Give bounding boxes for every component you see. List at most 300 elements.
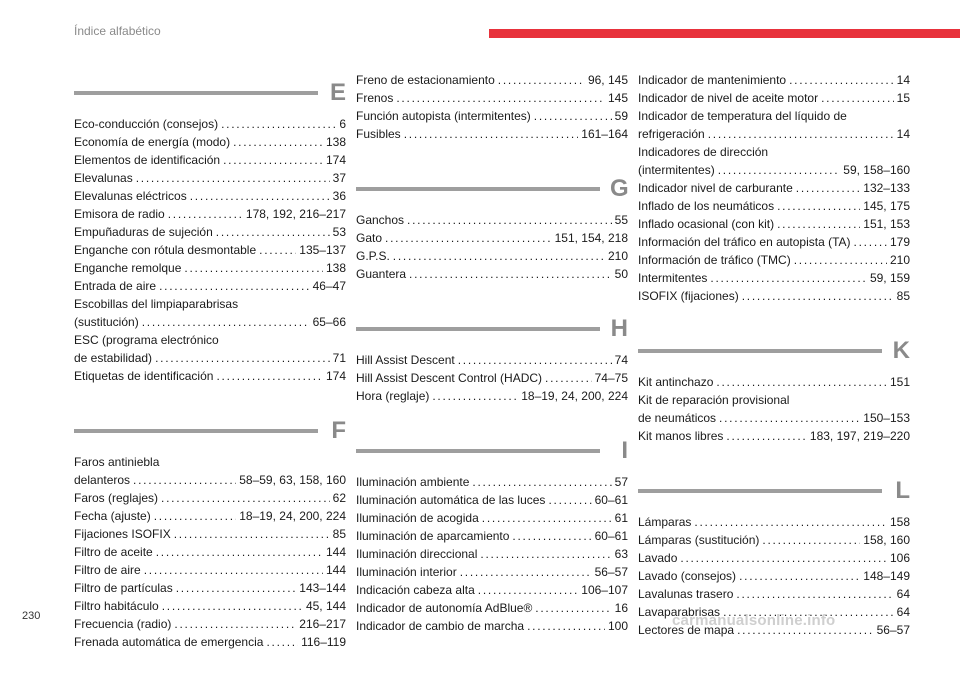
leader-dots [716,373,887,391]
entry-term: Filtro de aire [74,563,141,577]
entry-pages: 50 [614,267,628,281]
entry-term: Lavalunas trasero [638,587,734,601]
entry-line [74,543,346,561]
entry-term: Iluminación ambiente [356,475,470,489]
index-entry [638,391,910,427]
entry-term: ISOFIX (fijaciones) [638,289,739,303]
leader-dots [458,351,612,369]
entry-pages: 145 [607,91,628,105]
entry-pages: 62 [332,491,346,505]
entry-term: Enganche remolque [74,261,182,275]
index-section [356,171,628,283]
entry-term: Entrada de aire [74,279,157,293]
entry-term: delanteros [74,473,131,487]
index-entry [74,277,346,295]
entry-line [74,223,346,241]
entry-line [638,549,910,567]
leader-dots [432,387,518,405]
entry-term: Faros (reglajes) [74,491,159,505]
entry-line [356,265,628,283]
entry-line [74,349,346,367]
section-divider [638,349,882,353]
index-entry [356,125,628,143]
entry-term: Economía de energía (modo) [74,135,231,149]
index-entry [356,229,628,247]
index-entry [638,287,910,305]
entry-line [356,545,628,563]
leader-dots [789,71,894,89]
entry-pages: 59 [614,109,628,123]
index-entry [74,187,346,205]
entry-pages: 59, 158–160 [843,163,910,177]
index-entry [638,269,910,287]
index-entry [356,617,628,635]
section-divider [356,449,600,453]
entry-line [74,259,346,277]
entry-line [74,367,346,385]
entry-pages: 138 [325,261,346,275]
entry-line [74,241,346,259]
entry-pages: 37 [332,171,346,185]
entry-term: Fusibles [356,127,401,141]
entry-line-continued [74,295,346,313]
entry-line [74,507,346,525]
entry-line [638,71,910,89]
leader-dots [718,161,841,179]
entry-pages: 210 [607,249,628,263]
leader-dots [223,151,323,169]
entry-term: Fecha (ajuste) [74,509,151,523]
leader-dots [777,197,860,215]
entry-line [74,597,346,615]
index-entry [74,507,346,525]
entry-term: Filtro de partículas [74,581,173,595]
entry-line [74,205,346,223]
entry-term: Iluminación de aparcamiento [356,529,510,543]
index-entry [638,89,910,107]
entry-line [356,107,628,125]
leader-dots [472,473,611,491]
entry-pages: 148–149 [863,569,910,583]
leader-dots [407,211,612,229]
entry-pages: 58–59, 63, 158, 160 [239,473,346,487]
entry-term: Fijaciones ISOFIX [74,527,171,541]
section-divider [74,91,318,95]
entry-line [638,585,910,603]
index-section [356,71,628,143]
page-number: 230 [22,610,41,622]
index-section [356,433,628,635]
entry-line [74,489,346,507]
entry-term: Etiquetas de identificación [74,369,214,383]
entry-line [638,179,910,197]
entry-line [356,581,628,599]
leader-dots [726,427,807,445]
entry-line [74,313,346,331]
leader-dots [216,367,323,385]
leader-dots [393,247,605,265]
entry-pages: 61 [614,511,628,525]
leader-dots [482,509,612,527]
index-entry [356,265,628,283]
entry-line [356,617,628,635]
leader-dots [259,241,296,259]
entry-term: Inflado ocasional (con kit) [638,217,775,231]
entry-term: Iluminación de acogida [356,511,479,525]
entry-pages: 135–137 [299,243,346,257]
index-entry [74,223,346,241]
entry-pages: 14 [896,127,910,141]
entry-pages: 174 [325,153,346,167]
section-header [638,333,910,369]
entry-line [74,561,346,579]
leader-dots [154,507,237,525]
section-letter: G [610,175,629,202]
leader-dots [512,527,591,545]
index-entry [74,367,346,385]
entry-pages: 132–133 [863,181,910,195]
entry-line [638,269,910,287]
entry-term: refrigeración [638,127,705,141]
index-section [638,71,910,305]
entry-line [638,427,910,445]
section-letter: F [331,417,346,444]
index-entry [638,179,910,197]
entry-line [638,531,910,549]
entry-term: Lavaparabrisas [638,605,721,619]
entry-pages: 178, 192, 216–217 [245,207,346,221]
index-section [356,311,628,405]
index-entry [74,331,346,367]
entry-pages: 63 [614,547,628,561]
leader-dots [777,215,860,233]
entry-term: Iluminación interior [356,565,457,579]
entry-line [356,387,628,405]
index-entry [74,259,346,277]
leader-dots [478,581,579,599]
section-divider [356,187,600,191]
index-entry [74,295,346,331]
index-entry [638,197,910,215]
leader-dots [480,545,611,563]
entry-term: Kit manos libres [638,429,724,443]
entry-term: de neumáticos [638,411,717,425]
leader-dots [736,585,893,603]
entry-pages: 183, 197, 219–220 [809,429,910,443]
index-entry [356,545,628,563]
index-entry [74,633,346,651]
entry-line [638,251,910,269]
leader-dots [385,229,552,247]
entry-term: Kit antinchazo [638,375,714,389]
entry-line [638,89,910,107]
index-entry [356,473,628,491]
index-entry [638,143,910,179]
index-entry [638,233,910,251]
entry-pages: 174 [325,369,346,383]
entry-line [356,491,628,509]
index-entry [638,585,910,603]
entry-line [74,633,346,651]
entry-pages: 144 [325,563,346,577]
leader-dots [155,349,330,367]
entry-term: Kit de reparación provisional [638,393,790,407]
entry-term: ESC (programa electrónico [74,333,219,347]
entry-pages: 55 [614,213,628,227]
index-entry [74,115,346,133]
entry-term: Freno de estacionamiento [356,73,495,87]
leader-dots [221,115,336,133]
section-letter: K [892,337,910,364]
index-entry [638,71,910,89]
entry-term: Elevalunas eléctricos [74,189,187,203]
entry-line [638,567,910,585]
entry-term: Hill Assist Descent [356,353,455,367]
section-header [74,75,346,111]
leader-dots [719,409,860,427]
leader-dots [176,579,297,597]
section-divider [356,327,600,331]
entry-term: Lavado [638,551,678,565]
entry-pages: 85 [896,289,910,303]
entry-pages: 161–164 [581,127,628,141]
entry-pages: 53 [332,225,346,239]
entry-term: Gato [356,231,383,245]
entry-term: Inflado de los neumáticos [638,199,775,213]
leader-dots [545,369,592,387]
section-divider [638,489,882,493]
entry-line [638,287,910,305]
entry-pages: 71 [332,351,346,365]
index-entry [638,531,910,549]
leader-dots [498,71,585,89]
section-header [356,171,628,207]
index-entry [356,247,628,265]
entry-line [638,233,910,251]
entry-pages: 158, 160 [863,533,910,547]
header-title: Índice alfabético [74,24,161,38]
entry-pages: 145, 175 [863,199,910,213]
entry-term: Elementos de identificación [74,153,221,167]
index-entry [356,581,628,599]
leader-dots [742,287,894,305]
entry-term: Frenada automática de emergencia [74,635,264,649]
entry-line [356,229,628,247]
entry-line [638,215,910,233]
leader-dots [144,561,323,579]
entry-pages: 57 [614,475,628,489]
leader-dots [162,597,303,615]
entry-term: (sustitución) [74,315,139,329]
entry-term: Frecuencia (radio) [74,617,172,631]
leader-dots [174,525,330,543]
index-entry [638,513,910,531]
index-entry [74,205,346,223]
entry-term: Emisora de radio [74,207,165,221]
entry-pages: 96, 145 [587,73,628,87]
entry-pages: 16 [614,601,628,615]
entry-term: Empuñaduras de sujeción [74,225,213,239]
entry-pages: 210 [889,253,910,267]
leader-dots [409,265,612,283]
section-letter: E [329,79,346,106]
leader-dots [159,277,310,295]
index-entry [74,151,346,169]
entry-line [638,125,910,143]
leader-dots [796,179,861,197]
leader-dots [854,233,887,251]
leader-dots [534,107,612,125]
index-entry [74,489,346,507]
leader-dots [527,617,605,635]
index-entry [638,251,910,269]
entry-term: Lámparas [638,515,692,529]
entry-term: Indicador nivel de carburante [638,181,793,195]
entry-pages: 179 [889,235,910,249]
index-entry [74,597,346,615]
entry-pages: 151 [889,375,910,389]
index-entry [356,211,628,229]
entry-line-continued [74,331,346,349]
entry-line [356,509,628,527]
entry-pages: 150–153 [863,411,910,425]
entry-pages: 60–61 [594,493,628,507]
section-letter: H [610,315,628,342]
entry-pages: 36 [332,189,346,203]
entry-pages: 100 [607,619,628,633]
leader-dots [142,313,310,331]
index-entry [356,599,628,617]
leader-dots [821,89,894,107]
entry-line [356,599,628,617]
section-divider [74,429,318,433]
entry-line [356,351,628,369]
entry-line [356,247,628,265]
entry-line-continued [638,143,910,161]
entry-line [356,211,628,229]
entry-term: Eco-conducción (consejos) [74,117,219,131]
entry-line [356,89,628,107]
index-entry [356,527,628,545]
section-letter: L [895,477,910,504]
entry-term: Hill Assist Descent Control (HADC) [356,371,543,385]
leader-dots [762,531,860,549]
leader-dots [216,223,330,241]
entry-term: Lavado (consejos) [638,569,737,583]
index-section [638,333,910,445]
entry-line [356,527,628,545]
leader-dots [404,125,579,143]
leader-dots [535,599,611,617]
index-entry [356,563,628,581]
entry-pages: 158 [889,515,910,529]
leader-dots [739,567,860,585]
index-entry [74,561,346,579]
index-entry [74,241,346,259]
index-entry [74,133,346,151]
index-section [74,413,346,651]
entry-line [74,277,346,295]
entry-pages: 56–57 [876,623,910,637]
entry-term: Iluminación direccional [356,547,478,561]
entry-pages: 74–75 [594,371,628,385]
entry-pages: 59, 159 [869,271,910,285]
leader-dots [174,615,296,633]
entry-pages: 116–119 [301,635,346,649]
index-entry [356,351,628,369]
entry-pages: 65–66 [312,315,346,329]
entry-term: Indicador de nivel de aceite motor [638,91,819,105]
entry-term: Elevalunas [74,171,133,185]
index-column-2 [356,71,628,663]
section-header [638,473,910,509]
entry-term: Indicadores de dirección [638,145,769,159]
entry-pages: 64 [896,605,910,619]
index-entry [356,509,628,527]
leader-dots [184,259,323,277]
entry-term: Intermitentes [638,271,708,285]
entry-term: Información de tráfico (TMC) [638,253,791,267]
leader-dots [266,633,298,651]
entry-pages: 216–217 [299,617,346,631]
index-column-1 [74,75,346,679]
section-header [356,433,628,469]
index-entry [356,369,628,387]
leader-dots [708,125,894,143]
index-entry [74,453,346,489]
entry-line [638,513,910,531]
entry-line [356,71,628,89]
leader-dots [133,471,236,489]
entry-line [638,373,910,391]
entry-pages: 106–107 [581,583,628,597]
leader-dots [396,89,605,107]
entry-line-continued [638,107,910,125]
entry-pages: 143–144 [299,581,346,595]
entry-term: Enganche con rótula desmontable [74,243,257,257]
entry-term: Iluminación automática de las luces [356,493,546,507]
entry-term: Filtro de aceite [74,545,153,559]
entry-pages: 85 [332,527,346,541]
entry-line-continued [74,453,346,471]
entry-pages: 18–19, 24, 200, 224 [239,509,346,523]
leader-dots [161,489,330,507]
entry-term: Escobillas del limpiaparabrisas [74,297,239,311]
leader-dots [794,251,887,269]
entry-line [74,615,346,633]
watermark: carmanualsonline.info [672,612,836,629]
entry-term: Hora (reglaje) [356,389,430,403]
section-header [356,311,628,347]
index-entry [356,89,628,107]
entry-pages: 56–57 [594,565,628,579]
entry-line [638,197,910,215]
leader-dots [136,169,330,187]
index-entry [356,107,628,125]
entry-pages: 15 [896,91,910,105]
index-entry [356,387,628,405]
leader-dots [710,269,867,287]
entry-term: Ganchos [356,213,405,227]
entry-line-continued [638,391,910,409]
index-entry [74,615,346,633]
entry-line [74,579,346,597]
entry-term: Información del tráfico en autopista (TA) [638,235,851,249]
entry-term: Lectores de mapa [638,623,735,637]
entry-term: Guantera [356,267,407,281]
entry-pages: 74 [614,353,628,367]
entry-line [74,169,346,187]
